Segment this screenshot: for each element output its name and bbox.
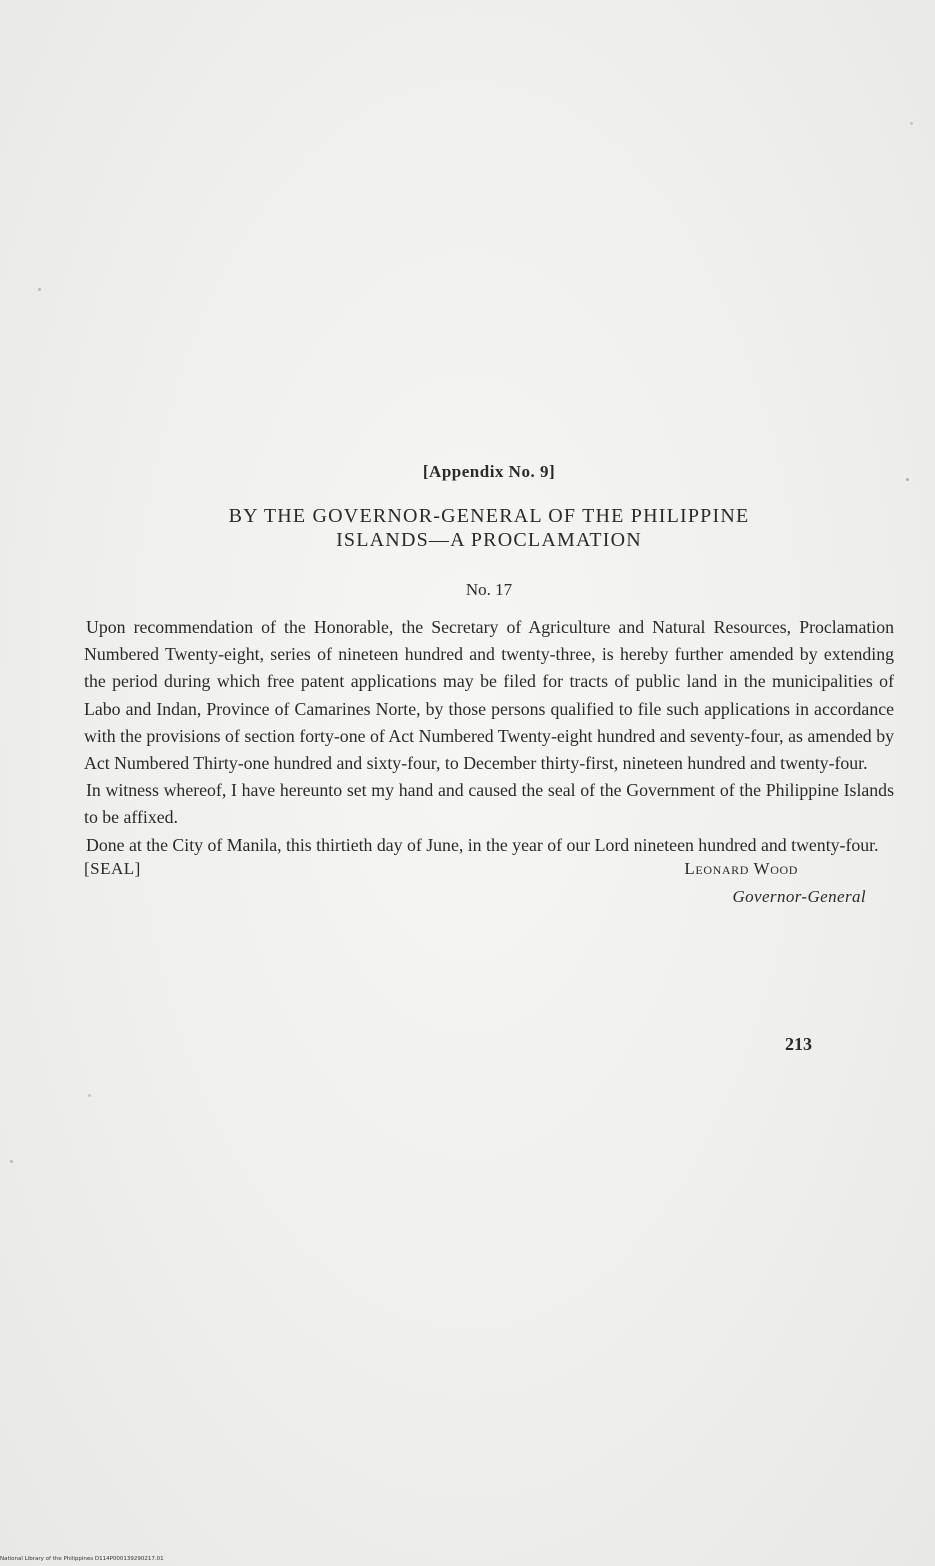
title-line-1: BY THE GOVERNOR-GENERAL OF THE PHILIPPINE — [228, 505, 750, 527]
speck — [910, 122, 913, 125]
signature-block — [84, 859, 894, 933]
title-line-2: ISLANDS—A PROCLAMATION — [336, 529, 642, 551]
paragraph-recommendation: Upon recommendation of the Honorable, the Secretary of Agriculture and Natural Resources, Proclamation Numbered Twenty-eight, series of nineteen hundred and twenty-three, is hereby further amended by extending the period during which free patent applications may be filed for tracts of public land in the municipalities of Labo and Indan, Province of Camarines Norte, by those persons qualified to file such applications in accordance with the provisions of section forty-one of Act Numbered Twenty-eight hundred and seventy-four, as amended by Act Numbered Thirty-one hundred and sixty-four, to December thirty-first, nineteen hundred and twenty-four. — [84, 617, 894, 774]
signer-title: Governor-General — [732, 886, 866, 906]
speck — [88, 1094, 91, 1097]
paragraph-witness: In witness whereof, I have hereunto set my hand and caused the seal of the Government of the Philippine Islands to be affixed. — [84, 780, 894, 828]
proclamation-title — [84, 504, 894, 552]
page-number: 213 — [785, 1034, 812, 1054]
source-footer: National Library of the Philippines D114P000139290217.01 — [0, 1556, 164, 1562]
proclamation-number: No. 17 — [465, 580, 513, 599]
speck — [906, 478, 909, 481]
speck — [10, 1160, 13, 1163]
signer-name: Leonard Wood — [684, 858, 798, 878]
seal-mark: [SEAL] — [84, 858, 141, 878]
speck — [38, 288, 41, 291]
paragraph-done-at: Done at the City of Manila, this thirtieth day of June, in the year of our Lord nineteen hundred and twenty-four. — [86, 834, 879, 855]
proclamation-body — [84, 462, 894, 933]
appendix-heading: [Appendix No. 9] — [422, 462, 556, 481]
